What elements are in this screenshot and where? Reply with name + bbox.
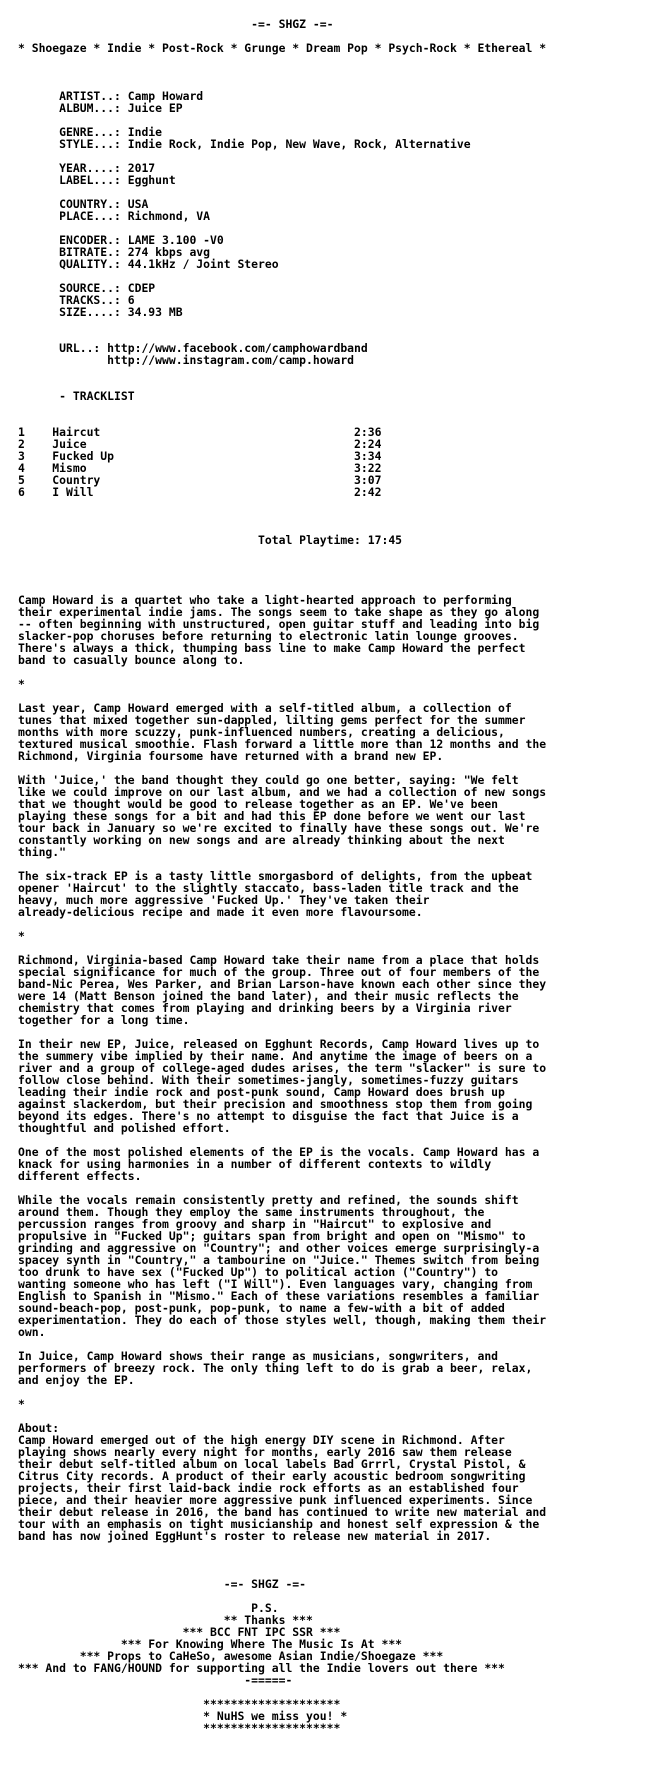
nfo-text: -=- SHGZ -=- * Shoegaze * Indie * Post-Rock * Grunge * Dream Pop * Psych-Rock * Ethereal * ARTIST..: Camp Howard ALBUM...: Juice EP GENRE...: Indie STYLE...: Indie Rock, Indie Pop, New Wave, Rock, Alternative YEAR....: 2017 LABEL...: Egghunt COUNTRY.: USA PLACE...: Richmond, VA ENCODER.: LAME 3.100 -V0 BITRATE.: 274 kbps avg QUALITY.: 44.1kHz / Joint Stereo SOURCE..: CDEP TRACKS..: 6 SIZE....: 34.93 MB URL..: http://www.facebook.com/camphowardband http://www.instagram.com/camp.howard - TRACKLIST 1 Haircut 2:36 2 Juice 2:24 3 Fucked Up 3:34 4 Mismo 3:22 5 Country 3:07 6 I Will 2:42 Total Playtime: 17:45 Camp Howard is a quartet who take a light-hearted approach to performing their experimental indie jams. The songs seem to take shape as they go along -- often beginning with unstructured, open guitar stuff and leading into big slacker-pop choruses before returning to electronic latin lounge grooves. There's always a thick, thumping bass line to make Camp Howard the perfect band to casually bounce along to. * Last year, Camp Howard emerged with a self-titled album, a collection of tunes that mixed together sun-dappled, lilting gems perfect for the summer months with more scuzzy, punk-influenced numbers, creating a delicious, textured musical smoothie. Flash forward a little more than 12 months and the Richmond, Virginia foursome have returned with a brand new EP. With 'Juice,' the band thought they could go one better, saying: "We felt like we could improve on our last album, and we had a collection of new songs that we thought would be good to release together as an EP. We've been playing these songs for a bit and had this EP done before we went our last tour back in January so we're excited to finally have these songs out. We're constantly working on new songs and are already thinking about the next thing." The six-track EP is a tasty little smorgasbord of delights, from the upbeat opener 'Haircut' to the slightly staccato, bass-laden title track and the heavy, much more aggressive 'Fucked Up.' They've taken their already-delicious recipe and made it even more flavoursome. * Richmond, Virginia-based Camp Howard take their name from a place that holds special significance for much of the group. Three out of four members of the band-Nic Perea, Wes Parker, and Brian Larson-have known each other since they were 14 (Matt Benson joined the band later), and their music reflects the chemistry that comes from playing and drinking beers by a Virginia river together for a long time. In their new EP, Juice, released on Egghunt Records, Camp Howard lives up to the summery vibe implied by their name. And anytime the image of beers on a river and a group of college-aged dudes arises, the term "slacker" is sure to follow close behind. With their sometimes-jangly, sometimes-fuzzy guitars leading their indie rock and post-punk sound, Camp Howard does brush up against slackerdom, but their precision and smoothness stop them from going beyond its edges. There's no attempt to disguise the fact that Juice is a thoughtful and polished effort. One of the most polished elements of the EP is the vocals. Camp Howard has a knack for using harmonies in a number of different contexts to wildly different effects. While the vocals remain consistently pretty and refined, the sounds shift around them. Though they employ the same instruments throughout, the percussion ranges from groovy and sharp in "Haircut" to explosive and propulsive in "Fucked Up"; guitars span from bright and open on "Mismo" to grinding and aggressive on "Country"; and other voices emerge surprisingly-a spacey synth in "Country," a tambourine on "Juice." Themes switch from being too drunk to have sex ("Fucked Up") to political action ("Country") to wanting someone who has left ("I Will"). Even languages vary, changing from English to Spanish in "Mismo." Each of these variations resembles a familiar sound-beach-pop, post-punk, pop-punk, to name a few-with a bit of added experimentation. They do each of those styles well, though, making them their own. In Juice, Camp Howard shows their range as musicians, songwriters, and performers of breezy rock. The only thing left to do is grab a beer, relax, and enjoy the EP. * About: Camp Howard emerged out of the high energy DIY scene in Richmond. After playing shows nearly every night for months, early 2016 saw them release their debut self-titled album on local labels Bad Grrrl, Crystal Pistol, & Citrus City records. A product of their early acoustic bedroom songwriting projects, their first laid-back indie rock efforts as an established four piece, and their heavier more aggressive punk influenced experiments. Since their debut release in 2016, the band has continued to write new material and tour with an emphasis on tight musicianship and honest self expression & the band has now joined EggHunt's roster to release new material in 2017. -=- SHGZ -=- P.S. ** Thanks *** *** BCC FNT IPC SSR *** *** For Knowing Where The Music Is At *** *** Props to CaHeSo, awesome Asian Indie/Shoegaze *** *** And to FANG/HOUND for supporting all the Indie lovers out there *** -=====- ******************** * NuHS we miss you! * ******************** [18, 17, 547, 1735]
